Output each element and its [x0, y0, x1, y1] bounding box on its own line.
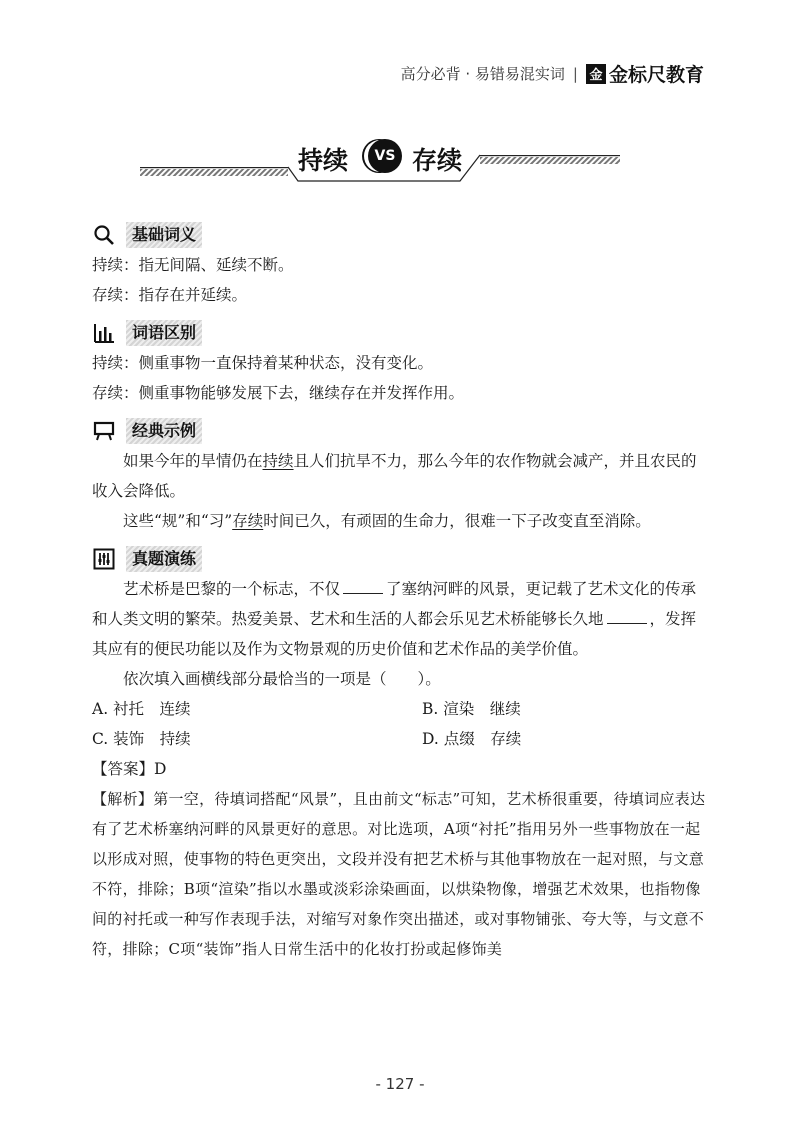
series-title: 高分必背 · 易错易混实词 — [400, 65, 565, 83]
difference-line-2: 存续：侧重事物能够发展下去，继续存在并发挥作用。 — [92, 384, 465, 402]
section-title-practice: 真题演练 — [126, 546, 202, 572]
example-2-word: 存续 — [232, 512, 264, 530]
section-header-difference — [92, 320, 708, 346]
basic-line-1: 持续：指无间隔、延续不断。 — [92, 256, 294, 274]
brand-name: 金标尺教育 — [608, 64, 704, 86]
analysis: 【解析】第一空，待填词搭配“风景”，且由前文“标志”可知，艺术桥很重要，待填词应表达有了艺术桥塞纳河畔的风景更好的意思。对比选项，A项“衬托”指用另外一些事物放在一起以形成对照，使事物的特色更突出，文段并没有把艺术桥与其他事物放在一起对照，与文意不符，排除；B项“渲染”指以水墨或淡彩涂染画面，以烘染物像，增强艺术效果，也指物像间的衬托或一种写作表现手法，对缩写对象作突出描述，或对事物铺张、夸大等，与文意不符，排除；C项“装饰”指人日常生活中的化妆打扮或起修饰美 — [92, 790, 706, 958]
vs-badge: VS — [368, 139, 402, 173]
example-2-pre: 这些“规”和“习” — [123, 512, 233, 530]
brand-logo — [586, 60, 704, 87]
board-icon — [92, 419, 116, 443]
title-word-left: 持续 — [298, 146, 349, 175]
example-2-post: 时间已久，有顽固的生命力，很难一下子改变直至消除。 — [263, 512, 651, 530]
example-1 — [92, 446, 708, 506]
example-1-post: 且人们抗旱不力，那么今年的农作物就会减产，并且农民的收入会降低。 — [92, 452, 697, 500]
main-content — [92, 222, 708, 964]
search-icon — [92, 223, 116, 247]
section-header-basic — [92, 222, 708, 248]
example-2 — [92, 506, 708, 536]
option-b: B. 渲染 继续 — [422, 700, 521, 718]
page-number: - 127 - — [375, 1075, 425, 1093]
section-header-examples — [92, 418, 708, 444]
options-grid — [92, 694, 708, 754]
basic-line-2: 存续：指存在并延续。 — [92, 286, 248, 304]
question-text — [92, 574, 708, 664]
answer: 【答案】D — [92, 760, 167, 778]
section-header-practice — [92, 546, 708, 572]
section-title-examples: 经典示例 — [126, 418, 202, 444]
option-d: D. 点缀 存续 — [422, 730, 522, 748]
example-1-word: 持续 — [262, 452, 294, 470]
brand-mark-icon: 金 — [586, 64, 606, 84]
option-c: C. 装饰 持续 — [92, 730, 191, 748]
section-title-basic: 基础词义 — [126, 222, 202, 248]
blank-1 — [343, 577, 383, 594]
header-separator: | — [572, 64, 578, 83]
option-a: A. 衬托 连续 — [92, 700, 191, 718]
section-title-difference: 词语区别 — [126, 320, 202, 346]
page-title-band — [140, 135, 620, 191]
question-part-1: 艺术桥是巴黎的一个标志，不仅 — [123, 580, 341, 598]
bar-chart-icon — [92, 321, 116, 345]
question-prompt: 依次填入画横线部分最恰当的一项是（ ）。 — [123, 670, 441, 688]
blank-2 — [607, 607, 647, 624]
title-word-right: 存续 — [412, 146, 463, 175]
page-header — [401, 60, 704, 87]
sliders-icon — [92, 547, 116, 571]
example-1-pre: 如果今年的旱情仍在 — [123, 452, 263, 470]
question-part-2: 了塞纳河畔的风景，更记载了艺术文化的传承和人类文明的繁荣。热爱美景、艺术和生活的人都会乐见艺术桥能够长久地 — [92, 580, 697, 628]
difference-line-1: 持续：侧重事物一直保持着某种状态，没有变化。 — [92, 354, 434, 372]
question-part-3: ，发挥其应有的便民功能以及作为文物景观的历史价值和艺术作品的美学价值。 — [92, 610, 697, 658]
